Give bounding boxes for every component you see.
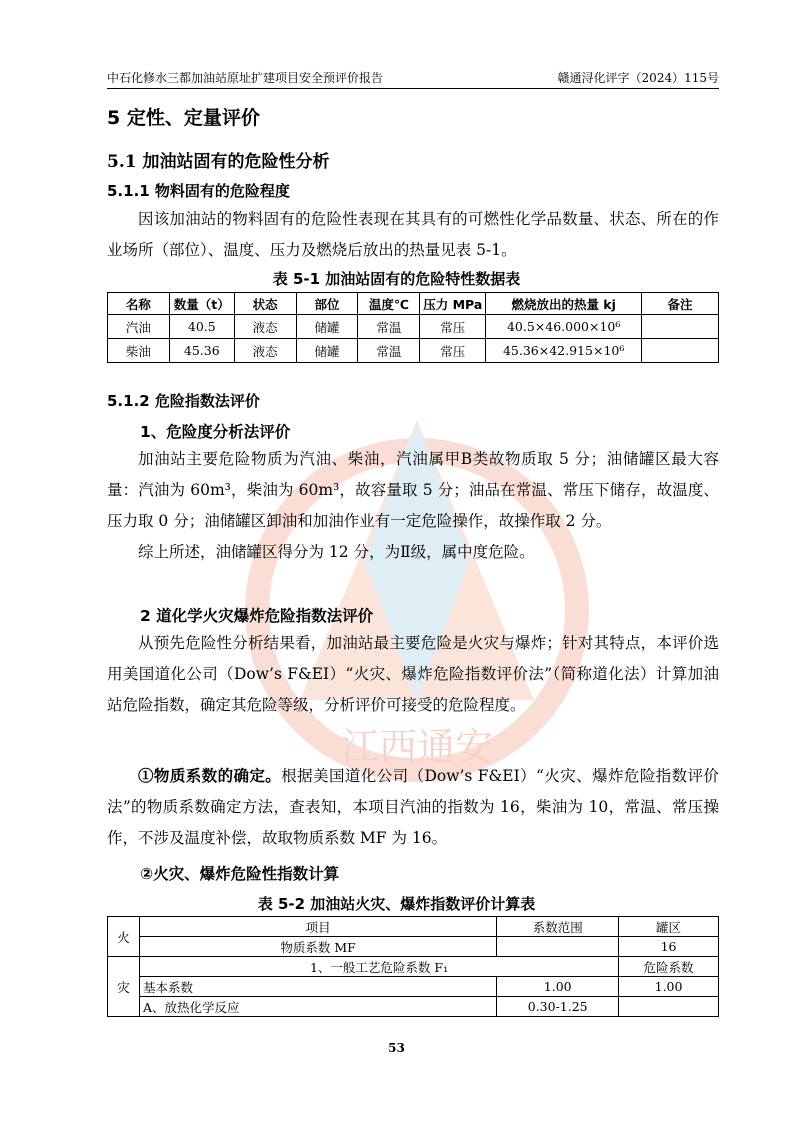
watermark-text: 江西通安 (340, 725, 494, 769)
cell: 储罐 (296, 339, 358, 363)
cell: 1.00 (497, 977, 619, 997)
table-row (108, 315, 719, 339)
table-5-1 (107, 292, 719, 363)
cell (619, 997, 719, 1017)
header-doc-number: 赣通浔化评字（2024）115号 (557, 71, 719, 85)
paragraph-5-1-1: 因该加油站的物料固有的危险性表现在其具有的可燃性化学品数量、状态、所在的作业场所（部位）、温度、压力及燃烧后放出的热量见表 5-1。 (107, 210, 719, 259)
cell: 常温 (358, 315, 420, 339)
cell (642, 339, 719, 363)
side-label: 火 (108, 917, 140, 957)
col-header-location: 部位 (296, 293, 358, 315)
paragraph-dow-method: 从预先危险性分析结果看，加油站最主要危险是火灾与爆炸；针对其特点，本评价选用美国道化公司（Dow’s F&EI）“火灾、爆炸危险指数评价法”（简称道化法）计算加油站危险指数，确定其危险等级，分析评价可接受的危险程度。 (107, 634, 719, 714)
cell: 45.36×42.915×10⁶ (486, 339, 642, 363)
subheading-fire-explosion-calc: ②火灾、爆炸危险性指数计算 (140, 865, 340, 883)
cell: A、放热化学反应 (139, 997, 496, 1017)
cell: 危险系数 (619, 957, 719, 977)
cell (642, 315, 719, 339)
table-header-row (108, 917, 719, 937)
paragraph-risk-analysis: 加油站主要危险物质为汽油、柴油，汽油属甲B类故物质取 5 分；油储罐区最大容量：汽油为 60m³，柴油为 60m³，故容量取 5 分；油品在常温、常压下储存，故温度、压力取 0 分；油储罐区卸油和加油作业有一定危险操作，故操作取 2 分。 综上所述，油储罐区得分为 12 分，为Ⅱ级，属中度危险。 (107, 450, 719, 561)
table-5-2-caption: 表 5-2 加油站火灾、爆炸指数评价计算表 (257, 895, 536, 913)
cell: 1、一般工艺危险系数 F₁ (139, 957, 618, 977)
col-header-name: 名称 (108, 293, 170, 315)
table-row (108, 997, 719, 1017)
subheading-dow-index: 2 道化学火灾爆炸危险指数法评价 (140, 607, 374, 625)
paragraph-material-factor: ①物质系数的确定。根据美国道化公司（Dow’s F&EI）“火灾、爆炸危险指数评价法”的物质系数确定方法，查表知，本项目汽油的指数为 16，柴油为 10，常温、常压操作，不涉及温度补偿，故取物质系数 MF 为 16。 (107, 766, 719, 847)
cell: 基本系数 (139, 977, 496, 997)
col-header-range: 系数范围 (497, 917, 619, 937)
cell: 柴油 (108, 339, 170, 363)
cell: 物质系数 MF (139, 937, 496, 957)
page-number: 53 (388, 1041, 405, 1055)
section-heading-5-1-2: 5.1.2 危险指数法评价 (107, 392, 260, 410)
section-heading-5: 5 定性、定量评价 (107, 107, 260, 129)
cell: 汽油 (108, 315, 170, 339)
col-header-tank-area: 罐区 (619, 917, 719, 937)
col-header-pressure: 压力 MPa (420, 293, 486, 315)
table-row (108, 339, 719, 363)
section-heading-5-1: 5.1 加油站固有的危险性分析 (107, 152, 330, 172)
col-header-temperature: 温度℃ (358, 293, 420, 315)
table-header-row (108, 293, 719, 315)
cell: 40.5 (169, 315, 234, 339)
section-heading-5-1-1: 5.1.1 物料固有的危险程度 (107, 182, 290, 200)
col-header-state: 状态 (234, 293, 296, 315)
table-5-1-caption: 表 5-1 加油站固有的危险特性数据表 (272, 270, 521, 288)
col-header-heat: 燃烧放出的热量 kj (486, 293, 642, 315)
table-row (108, 977, 719, 997)
col-header-quantity: 数量（t） (169, 293, 234, 315)
cell: 液态 (234, 315, 296, 339)
side-label: 灾 (108, 957, 140, 1017)
cell: 常压 (420, 339, 486, 363)
cell: 常温 (358, 339, 420, 363)
cell: 16 (619, 937, 719, 957)
col-header-remarks: 备注 (642, 293, 719, 315)
cell (497, 937, 619, 957)
cell: 常压 (420, 315, 486, 339)
subheading-risk-analysis: 1、危险度分析法评价 (140, 423, 291, 441)
cell: 40.5×46.000×10⁶ (486, 315, 642, 339)
page-header (107, 66, 719, 89)
table-row (108, 937, 719, 957)
table-5-2 (107, 916, 719, 1017)
col-header-item: 项目 (139, 917, 496, 937)
cell: 储罐 (296, 315, 358, 339)
cell: 液态 (234, 339, 296, 363)
cell: 1.00 (619, 977, 719, 997)
cell: 0.30-1.25 (497, 997, 619, 1017)
cell: 45.36 (169, 339, 234, 363)
header-title: 中石化修水三都加油站原址扩建项目安全预评价报告 (107, 71, 384, 85)
table-row (108, 957, 719, 977)
material-factor-label: ①物质系数的确定。 (138, 766, 282, 785)
